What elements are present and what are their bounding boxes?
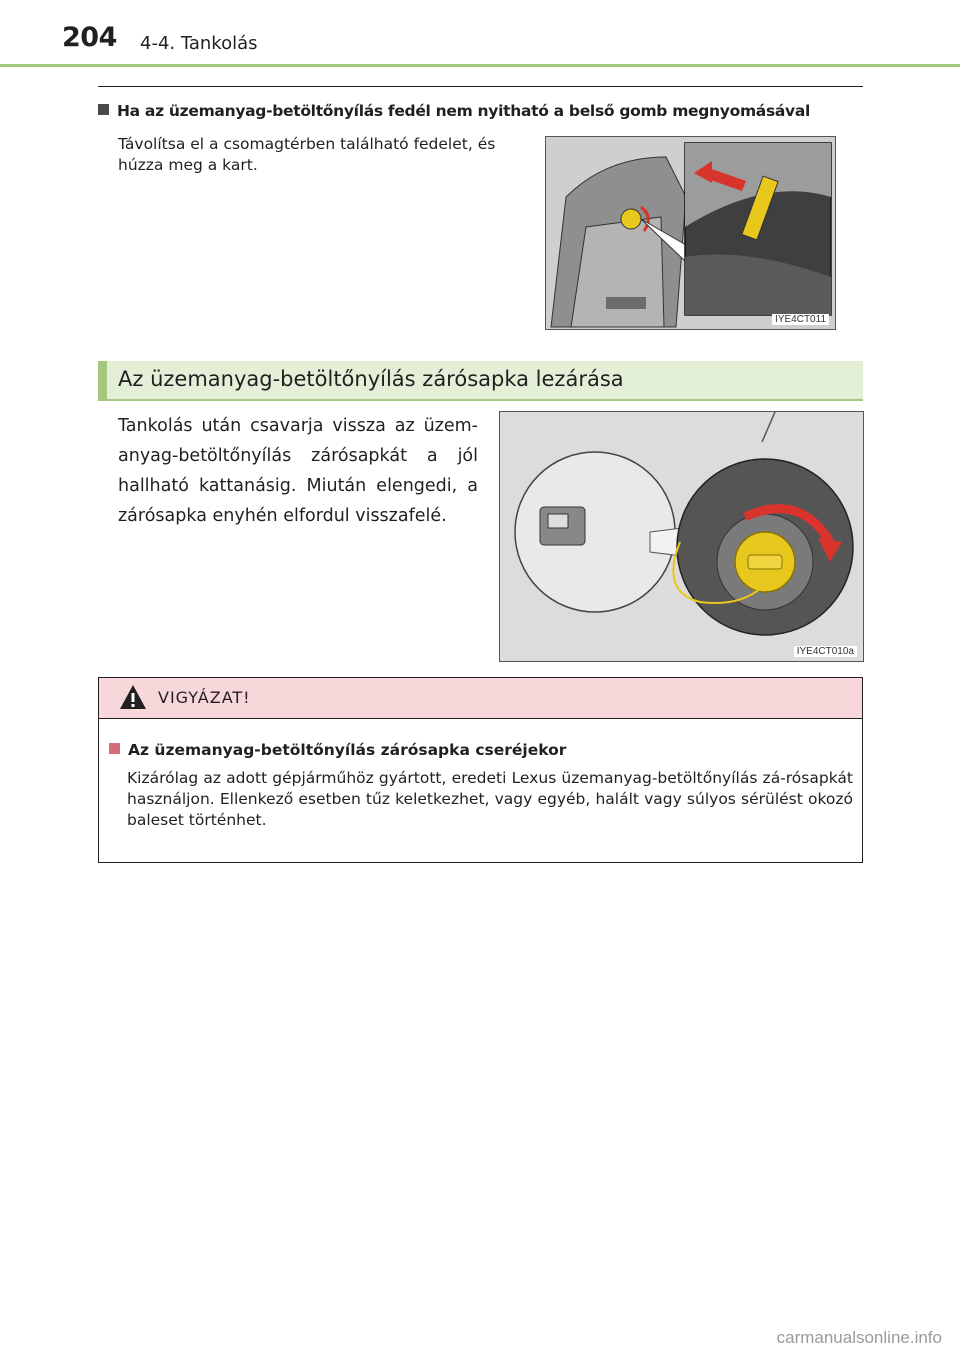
section-heading: Az üzemanyag-betöltőnyílás zárósapka lezárása xyxy=(118,367,624,391)
caution-box xyxy=(98,677,863,863)
trunk-lever-illustration xyxy=(546,137,835,329)
page-number: 204 xyxy=(62,22,117,53)
caution-title: VIGYÁZAT! xyxy=(158,688,251,707)
closing-instructions: Tankolás után csavarja vissza az üzem-anyag-betöltőnyílás zárósapkát a jól hallható kattanásig. Miután elengedi, a zárósapka enyhén elfordul visszafelé. xyxy=(118,416,478,526)
square-bullet-icon xyxy=(98,104,109,115)
manual-open-heading-text: Ha az üzemanyag-betöltőnyílás fedél nem nyitható a belső gomb megnyomásával xyxy=(117,102,811,120)
section-heading-band xyxy=(98,361,863,401)
figure-code-label: IYE4CT011 xyxy=(772,314,829,325)
content-top-rule xyxy=(98,86,863,87)
watermark: carmanualsonline.info xyxy=(776,1328,942,1347)
section-title: 4-4. Tankolás xyxy=(140,33,258,54)
warning-triangle-icon xyxy=(119,684,147,710)
fuel-cap-illustration xyxy=(500,412,863,661)
fuel-cap-figure xyxy=(499,411,864,662)
manual-open-text: Távolítsa el a csomagtérben található fedelet, és húzza meg a kart. xyxy=(118,135,496,174)
heading-accent-bar xyxy=(98,361,107,401)
header-divider xyxy=(0,64,960,67)
caution-subheading-text: Az üzemanyag-betöltőnyílás zárósapka cseréjekor xyxy=(128,741,567,759)
figure-code-label: IYE4CT010a xyxy=(794,646,857,657)
trunk-lever-figure xyxy=(545,136,836,330)
caution-subheading xyxy=(109,741,566,759)
manual-open-heading xyxy=(98,102,868,120)
caution-text: Kizárólag az adott gépjárműhöz gyártott, eredeti Lexus üzemanyag-betöltőnyílás zá-rósapkát használjon. Ellenkező esetben tűz keletkezhet, vagy egyéb, halált vagy súlyos sérülést okozó baleset történhet. xyxy=(127,769,853,829)
square-bullet-icon xyxy=(109,743,120,754)
caution-header xyxy=(99,678,862,719)
